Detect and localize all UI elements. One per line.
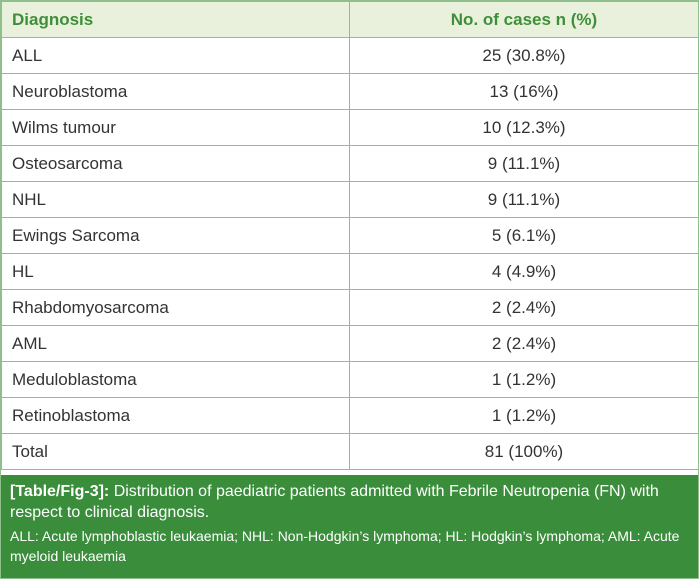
table-row xyxy=(2,38,699,74)
cases-cell: 5 (6.1%) xyxy=(350,218,699,254)
caption-notes: ALL: Acute lymphoblastic leukaemia; NHL: Non-Hodgkin’s lymphoma; HL: Hodgkin’s lymphoma; AML: Acute myeloid leukaemia xyxy=(10,528,680,564)
table-row xyxy=(2,326,699,362)
diagnosis-cell: Meduloblastoma xyxy=(2,362,350,398)
cases-cell: 9 (11.1%) xyxy=(350,182,699,218)
cases-cell: 9 (11.1%) xyxy=(350,146,699,182)
caption-label: [Table/Fig-3]: xyxy=(10,483,110,500)
diagnosis-cell: Rhabdomyosarcoma xyxy=(2,290,350,326)
cases-cell: 25 (30.8%) xyxy=(350,38,699,74)
diagnosis-table xyxy=(1,1,699,470)
cases-cell: 10 (12.3%) xyxy=(350,110,699,146)
cases-cell: 2 (2.4%) xyxy=(350,326,699,362)
diagnosis-cell: Osteosarcoma xyxy=(2,146,350,182)
table-header-row xyxy=(2,2,699,38)
cases-cell: 13 (16%) xyxy=(350,74,699,110)
table-row xyxy=(2,290,699,326)
total-cases-cell: 81 (100%) xyxy=(350,434,699,470)
caption-text: Distribution of paediatric patients admitted with Febrile Neutropenia (FN) with respect to clinical diagnosis. xyxy=(10,483,659,521)
cases-cell: 1 (1.2%) xyxy=(350,362,699,398)
table-row xyxy=(2,110,699,146)
diagnosis-cell: Retinoblastoma xyxy=(2,398,350,434)
table-row xyxy=(2,146,699,182)
header-cases: No. of cases n (%) xyxy=(350,2,699,38)
cases-cell: 1 (1.2%) xyxy=(350,398,699,434)
figure-caption xyxy=(1,475,698,578)
table-row xyxy=(2,218,699,254)
table-total-row xyxy=(2,434,699,470)
diagnosis-cell: Neuroblastoma xyxy=(2,74,350,110)
diagnosis-cell: Ewings Sarcoma xyxy=(2,218,350,254)
diagnosis-cell: ALL xyxy=(2,38,350,74)
table-row xyxy=(2,398,699,434)
cases-cell: 4 (4.9%) xyxy=(350,254,699,290)
table-row xyxy=(2,254,699,290)
diagnosis-cell: NHL xyxy=(2,182,350,218)
table-row xyxy=(2,74,699,110)
diagnosis-cell: Wilms tumour xyxy=(2,110,350,146)
header-diagnosis: Diagnosis xyxy=(2,2,350,38)
cases-cell: 2 (2.4%) xyxy=(350,290,699,326)
table-row xyxy=(2,362,699,398)
diagnosis-cell: HL xyxy=(2,254,350,290)
total-label-cell: Total xyxy=(2,434,350,470)
table-row xyxy=(2,182,699,218)
caption-main xyxy=(10,481,689,523)
diagnosis-cell: AML xyxy=(2,326,350,362)
